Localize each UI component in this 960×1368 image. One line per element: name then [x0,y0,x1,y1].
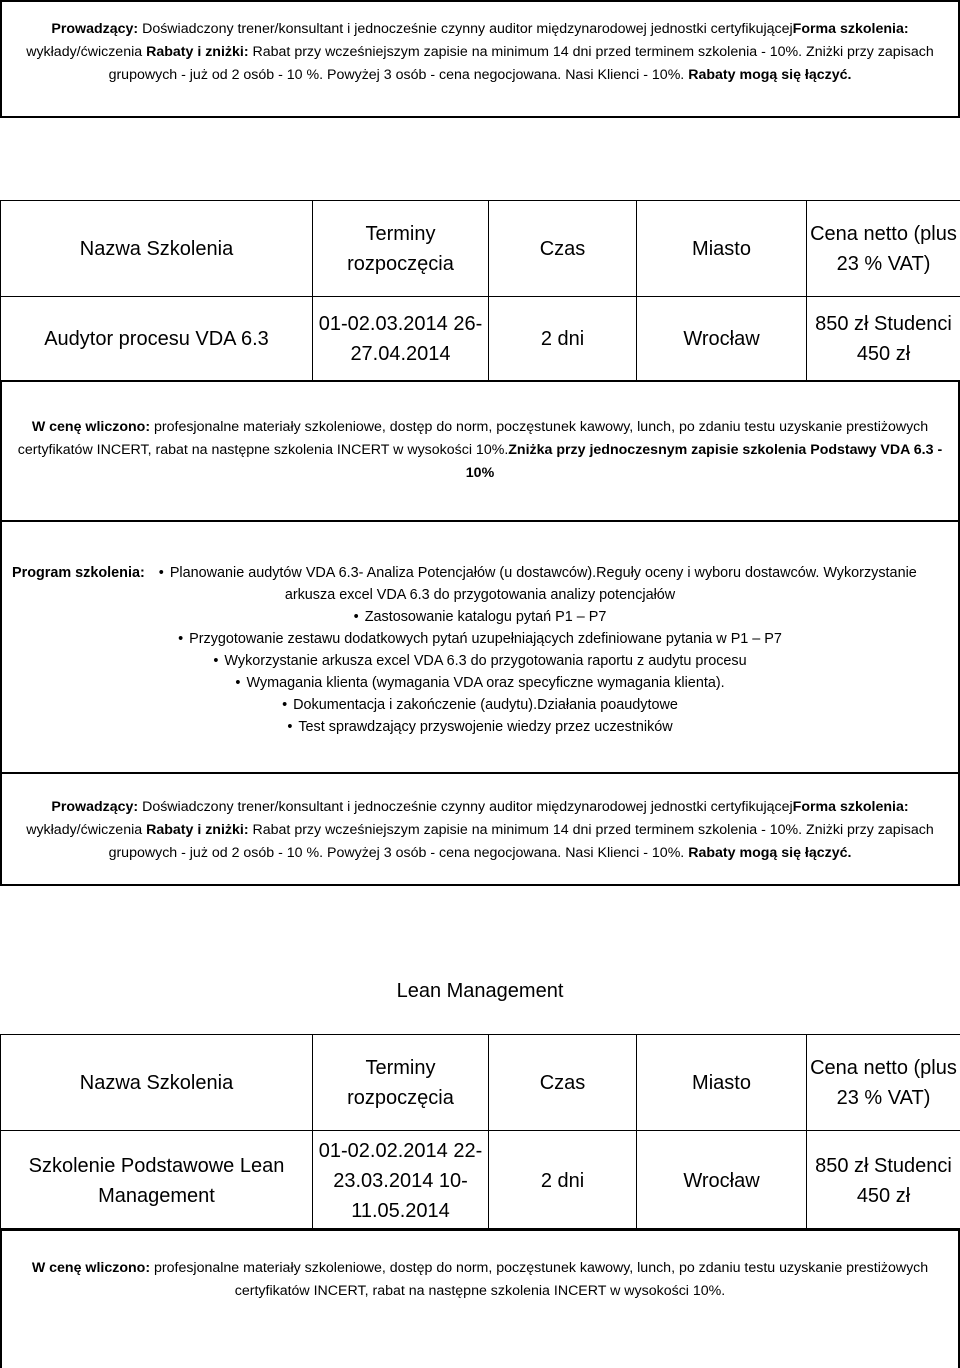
trainer-label: Prowadzący: [51,21,138,37]
included-label: W cenę wliczono: [32,1260,150,1276]
included-text: profesjonalne materiały szkoleniowe, dostęp do norm, poczęstunek kawowy, lunch, po zdaniu testu uzyskanie prestiżowych [150,419,928,435]
header-dates: Terminy rozpoczęcia [313,201,489,297]
bundle-discount: Zniżka przy jednoczesnym zapisie szkolenia Podstawy VDA 6.3 - [508,442,942,458]
form-text: wykłady/ćwiczenia [26,44,146,60]
header-duration: Czas [489,1035,637,1131]
program-item: • Wymagania klienta (wymagania VDA oraz specyficzne wymagania klienta). [235,675,724,691]
included-box-2 [0,1228,960,1368]
header-name: Nazwa Szkolenia [1,201,313,297]
header-name: Nazwa Szkolenia [1,1035,313,1131]
training-duration: 2 dni [489,297,637,381]
trainer-info-box [0,0,960,118]
training-price: 850 zł Studenci 450 zł [807,297,960,381]
program-label: Program szkolenia: [12,565,145,581]
header-duration: Czas [489,201,637,297]
training-table-lean [0,1034,960,1231]
included-label: W cenę wliczono: [32,419,150,435]
header-city: Miasto [637,201,807,297]
discounts-text: Rabat przy wcześniejszym zapisie na minimum 14 dni przed terminem szkolenia - 10%. Zniżki przy zapisach [249,822,934,838]
program-box [0,520,960,774]
training-city: Wrocław [637,297,807,381]
discounts-text-2: grupowych - już od 2 osób - 10 %. Powyżej 3 osób - cena negocjowana. Nasi Klienci - 10%. [109,845,689,861]
training-name: Audytor procesu VDA 6.3 [1,297,313,381]
header-city: Miasto [637,1035,807,1131]
discounts-text-2: grupowych - już od 2 osób - 10 %. Powyżej 3 osób - cena negocjowana. Nasi Klienci - 10%. [109,67,689,83]
header-price: Cena netto (plus 23 % VAT) [807,201,960,297]
header-dates: Terminy rozpoczęcia [313,1035,489,1131]
bundle-discount-value: 10% [466,465,494,481]
training-duration: 2 dni [489,1131,637,1231]
training-dates: 01-02.02.2014 22-23.03.2014 10-11.05.2014 [313,1131,489,1231]
included-box [0,380,960,522]
discounts-combine-note: Rabaty mogą się łączyć. [688,67,851,83]
discounts-label: Rabaty i zniżki: [146,822,249,838]
discounts-combine-note: Rabaty mogą się łączyć. [688,845,851,861]
program-item: • Przygotowanie zestawu dodatkowych pytań uzupełniających zdefiniowane pytania w P1 – P7 [178,631,782,647]
training-dates: 01-02.03.2014 26-27.04.2014 [313,297,489,381]
included-text-2: certyfikatów INCERT, rabat na następne szkolenia INCERT w wysokości 10%. [235,1283,725,1299]
discounts-label: Rabaty i zniżki: [146,44,249,60]
form-label: Forma szkolenia: [793,21,909,37]
trainer-info-box-2 [0,772,960,886]
trainer-text: Doświadczony trener/konsultant i jednocześnie czynny auditor międzynarodowej jednostki certyfikującej [138,799,793,815]
included-text: profesjonalne materiały szkoleniowe, dostęp do norm, poczęstunek kawowy, lunch, po zdaniu testu uzyskanie prestiżowych [150,1260,928,1276]
form-label: Forma szkolenia: [793,799,909,815]
program-item: • Dokumentacja i zakończenie (audytu).Działania poaudytowe [282,697,678,713]
training-table-vda [0,200,960,381]
training-city: Wrocław [637,1131,807,1231]
program-item: • Zastosowanie katalogu pytań P1 – P7 [354,609,607,625]
program-item: • Wykorzystanie arkusza excel VDA 6.3 do przygotowania raportu z audytu procesu [213,653,746,669]
included-text-2: certyfikatów INCERT, rabat na następne szkolenia INCERT w wysokości 10%. [18,442,508,458]
section-title: Lean Management [0,976,960,1006]
discounts-text: Rabat przy wcześniejszym zapisie na minimum 14 dni przed terminem szkolenia - 10%. Zniżki przy zapisach [249,44,934,60]
training-price: 850 zł Studenci 450 zł [807,1131,960,1231]
program-item: • Planowanie audytów VDA 6.3- Analiza Potencjałów (u dostawców).Reguły oceny i wyboru dostawców. Wykorzystanie [159,565,917,581]
form-text: wykłady/ćwiczenia [26,822,146,838]
program-item-cont: arkusza excel VDA 6.3 do przygotowania analizy potencjałów [2,584,958,606]
program-item: • Test sprawdzający przyswojenie wiedzy przez uczestników [287,719,672,735]
trainer-text: Doświadczony trener/konsultant i jednocześnie czynny auditor międzynarodowej jednostki certyfikującej [138,21,793,37]
header-price: Cena netto (plus 23 % VAT) [807,1035,960,1131]
trainer-label: Prowadzący: [51,799,138,815]
training-name: Szkolenie Podstawowe Lean Management [1,1131,313,1231]
